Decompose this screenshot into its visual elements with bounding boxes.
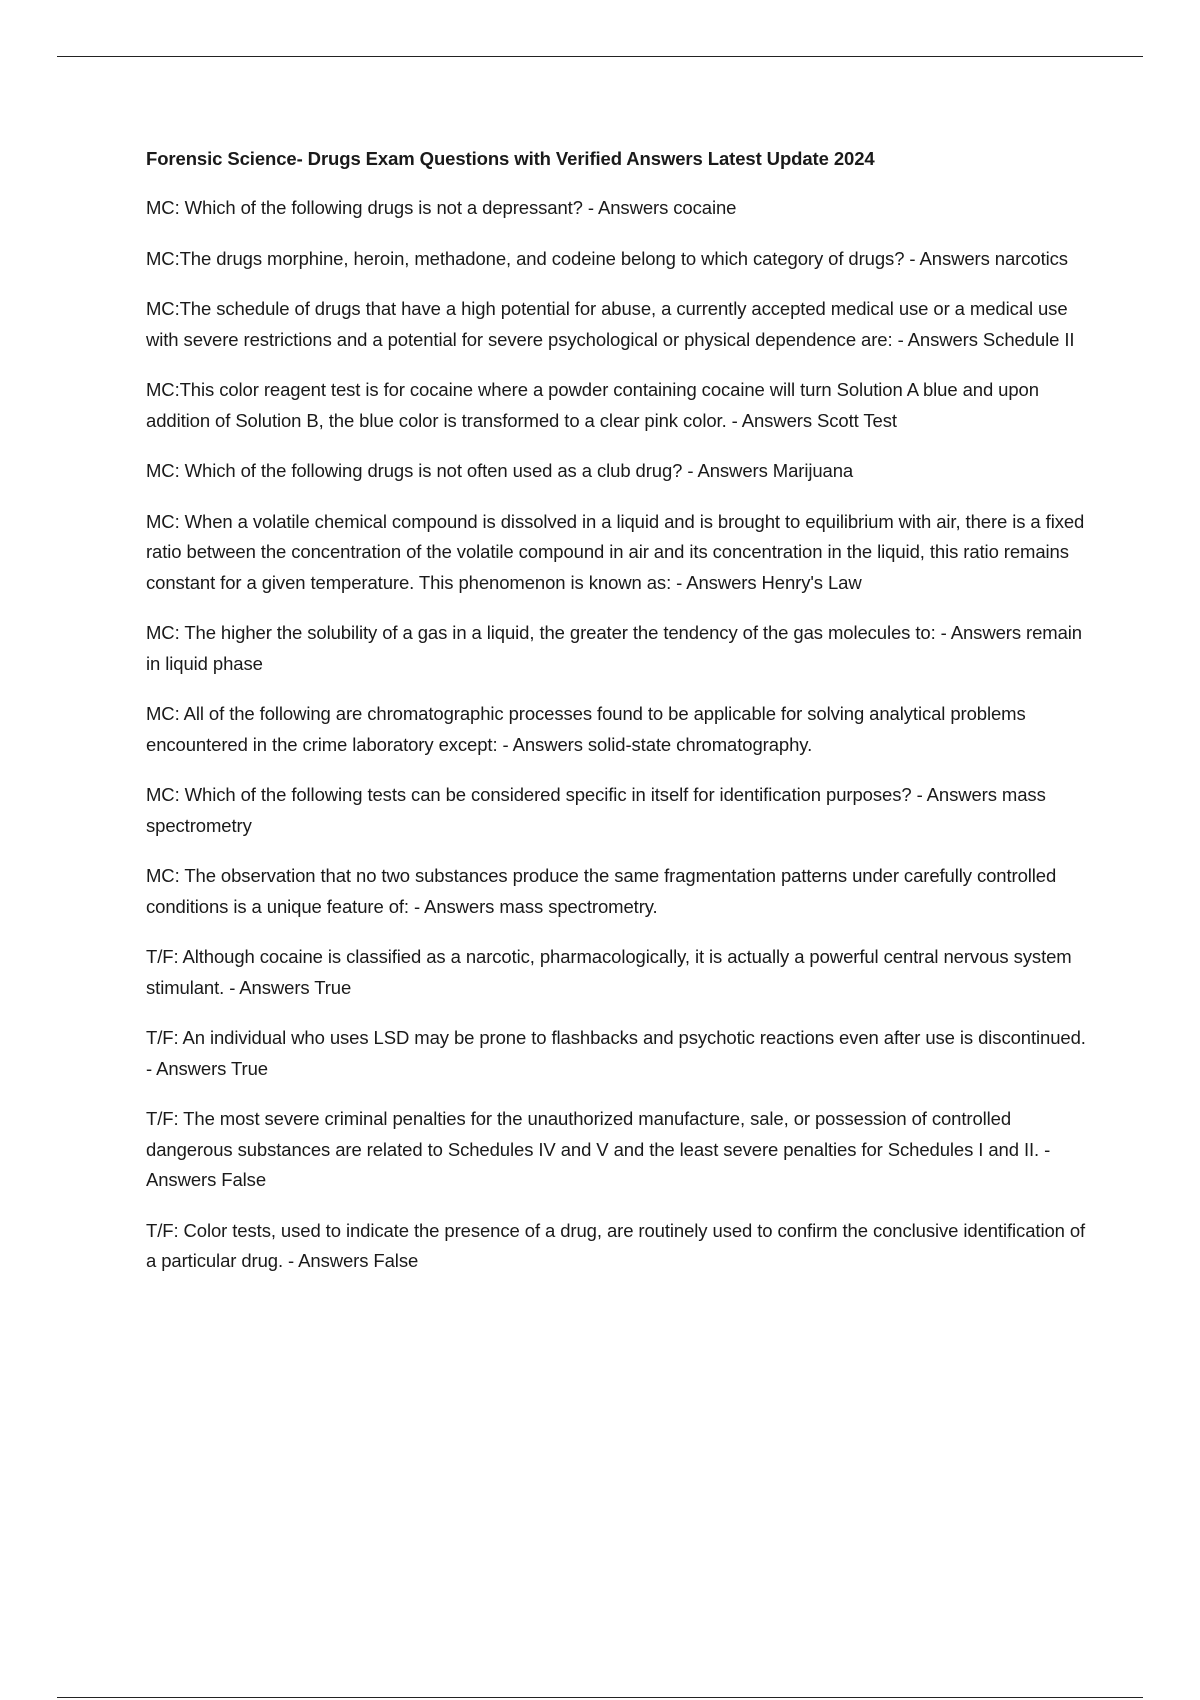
- question-item: T/F: The most severe criminal penalties for the unauthorized manufacture, sale, or possession of controlled dangerous substances are related to Schedules IV and V and the least severe penalties for Schedules I and II. - Answers False: [146, 1108, 1051, 1190]
- document-title: Forensic Science- Drugs Exam Questions with Verified Answers Latest Update 2024: [146, 148, 875, 169]
- document-page: [146, 146, 1096, 1297]
- question-list: [146, 193, 1096, 1277]
- question-item: MC: Which of the following drugs is not a depressant? - Answers cocaine: [146, 197, 737, 218]
- question-item: MC: The higher the solubility of a gas in a liquid, the greater the tendency of the gas molecules to: - Answers remain in liquid phase: [146, 622, 1082, 674]
- question-item: MC:This color reagent test is for cocaine where a powder containing cocaine will turn Solution A blue and upon addition of Solution B, the blue color is transformed to a clear pink color. - Answers Scott Test: [146, 379, 1039, 431]
- question-item: T/F: An individual who uses LSD may be prone to flashbacks and psychotic reactions even after use is discontinued. - Answers True: [146, 1027, 1086, 1079]
- question-item: MC: All of the following are chromatographic processes found to be applicable for solving analytical problems encountered in the crime laboratory except: - Answers solid-state chromatography.: [146, 703, 1026, 755]
- footer-rule: [57, 1697, 1143, 1698]
- question-item: MC: Which of the following tests can be considered specific in itself for identification purposes? - Answers mass spectrometry: [146, 784, 1046, 836]
- question-item: MC:The drugs morphine, heroin, methadone, and codeine belong to which category of drugs? - Answers narcotics: [146, 247, 1068, 269]
- header-rule: [57, 56, 1143, 57]
- question-item: MC: When a volatile chemical compound is dissolved in a liquid and is brought to equilibrium with air, there is a fixed ratio between the concentration of the volatile compound in air and its concentration in the liquid, this ratio remains constant for a given temperature. This phenomenon is known as: - Answers Henry's Law: [146, 510, 1085, 593]
- question-item: MC: The observation that no two substances produce the same fragmentation patterns under carefully controlled conditions is a unique feature of: - Answers mass spectrometry.: [146, 865, 1057, 917]
- question-item: MC:The schedule of drugs that have a high potential for abuse, a currently accepted medical use or a medical use with severe restrictions and a potential for severe psychological or physical dependence are: - Answers Schedule II: [146, 298, 1075, 350]
- question-item: T/F: Color tests, used to indicate the presence of a drug, are routinely used to confirm the conclusive identification of a particular drug. - Answers False: [146, 1219, 1086, 1271]
- question-item: MC: Which of the following drugs is not often used as a club drug? - Answers Marijuana: [146, 460, 854, 481]
- question-item: T/F: Although cocaine is classified as a narcotic, pharmacologically, it is actually a powerful central nervous system stimulant. - Answers True: [146, 946, 1072, 998]
